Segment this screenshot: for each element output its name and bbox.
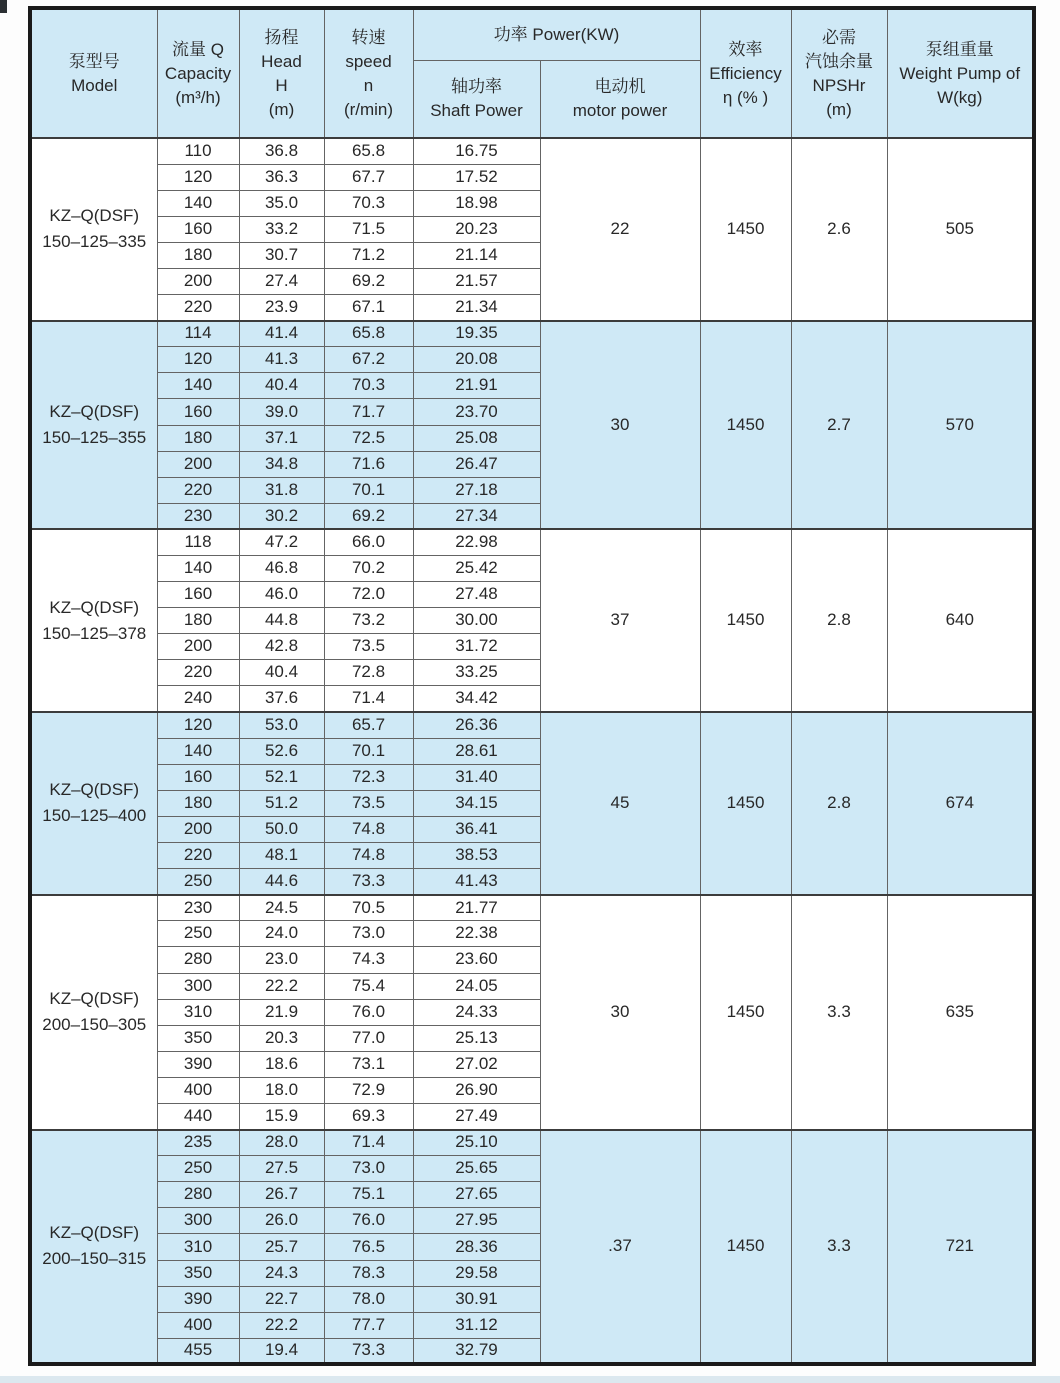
cell-head: 46.8	[239, 556, 324, 582]
header-row	[30, 8, 1034, 60]
cell-head: 36.3	[239, 164, 324, 190]
cell-capacity: 280	[157, 947, 239, 973]
cell-head: 37.1	[239, 425, 324, 451]
cell-npshr: 2.7	[791, 321, 887, 530]
cell-shaft-power: 31.40	[413, 764, 540, 790]
cell-capacity: 110	[157, 138, 239, 164]
cell-capacity: 230	[157, 895, 239, 921]
header-power	[413, 8, 700, 60]
cell-speed: 72.5	[324, 425, 413, 451]
cell-shaft-power: 36.41	[413, 816, 540, 842]
cell-head: 31.8	[239, 477, 324, 503]
cell-capacity: 220	[157, 660, 239, 686]
cell-efficiency: 1450	[700, 895, 791, 1130]
text-line: 200–150–315	[42, 1249, 147, 1269]
cell-speed: 73.3	[324, 869, 413, 895]
cell-shaft-power: 28.36	[413, 1234, 540, 1260]
cell-speed: 69.2	[324, 503, 413, 529]
text-line: 150–125–355	[42, 428, 147, 448]
cell-capacity: 160	[157, 399, 239, 425]
cell-capacity: 300	[157, 973, 239, 999]
cell-capacity: 120	[157, 712, 239, 738]
cell-efficiency: 1450	[700, 529, 791, 712]
cell-capacity: 280	[157, 1182, 239, 1208]
text-line: KZ–Q(DSF)	[49, 989, 140, 1009]
cell-speed: 70.3	[324, 373, 413, 399]
cell-speed: 73.2	[324, 608, 413, 634]
table-row	[30, 138, 1034, 164]
cell-capacity: 400	[157, 1077, 239, 1103]
cell-shaft-power: 20.23	[413, 216, 540, 242]
header-efficiency	[700, 8, 791, 138]
cell-speed: 73.5	[324, 634, 413, 660]
text-line: 泵型号	[68, 51, 120, 71]
text-line: KZ–Q(DSF)	[49, 206, 140, 226]
cell-capacity: 140	[157, 373, 239, 399]
cell-speed: 74.3	[324, 947, 413, 973]
cell-speed: 70.5	[324, 895, 413, 921]
cell-speed: 71.4	[324, 686, 413, 712]
cell-head: 18.6	[239, 1051, 324, 1077]
cell-head: 20.3	[239, 1025, 324, 1051]
cell-head: 35.0	[239, 190, 324, 216]
cell-speed: 67.2	[324, 347, 413, 373]
cell-capacity: 140	[157, 556, 239, 582]
cell-head: 40.4	[239, 373, 324, 399]
cell-capacity: 455	[157, 1338, 239, 1364]
cell-head: 22.2	[239, 973, 324, 999]
text-line: 泵组重量	[925, 39, 994, 59]
header-speed	[324, 8, 413, 138]
header-npshr	[791, 8, 887, 138]
text-line: motor power	[572, 100, 668, 120]
cell-head: 37.6	[239, 686, 324, 712]
text-line: 功率 Power(KW)	[493, 24, 620, 44]
cell-weight: 635	[887, 895, 1034, 1130]
table-header	[30, 8, 1034, 138]
cell-shaft-power: 34.42	[413, 686, 540, 712]
cell-shaft-power: 21.91	[413, 373, 540, 399]
cell-head: 22.7	[239, 1286, 324, 1312]
cell-capacity: 350	[157, 1025, 239, 1051]
cell-speed: 76.0	[324, 999, 413, 1025]
cell-speed: 71.4	[324, 1130, 413, 1156]
cell-speed: 65.7	[324, 712, 413, 738]
cell-capacity: 400	[157, 1312, 239, 1338]
cell-speed: 72.0	[324, 582, 413, 608]
cell-capacity: 180	[157, 790, 239, 816]
text-line: KZ–Q(DSF)	[49, 597, 140, 617]
cell-speed: 69.2	[324, 268, 413, 294]
cell-speed: 70.2	[324, 556, 413, 582]
cell-head: 25.7	[239, 1234, 324, 1260]
cell-capacity: 350	[157, 1260, 239, 1286]
cell-model	[30, 529, 157, 712]
cell-shaft-power: 26.36	[413, 712, 540, 738]
text-line: 150–125–378	[42, 623, 147, 643]
cell-head: 26.7	[239, 1182, 324, 1208]
cell-weight: 674	[887, 712, 1034, 895]
cell-efficiency: 1450	[700, 321, 791, 530]
cell-head: 15.9	[239, 1103, 324, 1129]
cell-capacity: 220	[157, 843, 239, 869]
cell-shaft-power: 27.48	[413, 582, 540, 608]
cell-motor-power: 30	[540, 895, 700, 1130]
cell-capacity: 180	[157, 608, 239, 634]
cell-head: 33.2	[239, 216, 324, 242]
text-line: 扬程	[264, 27, 299, 47]
cell-head: 23.0	[239, 947, 324, 973]
cell-npshr: 2.6	[791, 138, 887, 321]
text-line: 汽蚀余量	[805, 51, 873, 71]
cell-speed: 69.3	[324, 1103, 413, 1129]
cell-speed: 67.1	[324, 295, 413, 321]
cell-speed: 70.1	[324, 477, 413, 503]
cell-shaft-power: 33.25	[413, 660, 540, 686]
cell-capacity: 118	[157, 529, 239, 555]
cell-speed: 74.8	[324, 816, 413, 842]
text-line: Head	[261, 51, 302, 71]
header-shaft-power	[413, 60, 540, 138]
cell-head: 30.7	[239, 242, 324, 268]
cell-head: 44.6	[239, 869, 324, 895]
text-line: 必需	[822, 27, 856, 47]
cell-shaft-power: 26.90	[413, 1077, 540, 1103]
header-weight	[887, 8, 1034, 138]
cell-head: 22.2	[239, 1312, 324, 1338]
cell-head: 47.2	[239, 529, 324, 555]
cell-shaft-power: 21.34	[413, 295, 540, 321]
cell-motor-power: 45	[540, 712, 700, 895]
cell-shaft-power: 30.00	[413, 608, 540, 634]
cell-shaft-power: 27.49	[413, 1103, 540, 1129]
cell-capacity: 235	[157, 1130, 239, 1156]
cell-head: 30.2	[239, 503, 324, 529]
cell-shaft-power: 25.65	[413, 1156, 540, 1182]
cell-head: 51.2	[239, 790, 324, 816]
cell-shaft-power: 30.91	[413, 1286, 540, 1312]
text-line: W(kg)	[937, 87, 983, 107]
text-line: speed	[345, 51, 392, 71]
cell-head: 27.5	[239, 1156, 324, 1182]
cell-shaft-power: 23.70	[413, 399, 540, 425]
cell-weight: 640	[887, 529, 1034, 712]
cell-capacity: 160	[157, 764, 239, 790]
cell-motor-power: 22	[540, 138, 700, 321]
cell-head: 48.1	[239, 843, 324, 869]
cell-head: 36.8	[239, 138, 324, 164]
cell-head: 44.8	[239, 608, 324, 634]
text-line: (m³/h)	[175, 87, 221, 107]
cell-capacity: 114	[157, 321, 239, 347]
cell-capacity: 220	[157, 295, 239, 321]
cell-speed: 73.5	[324, 790, 413, 816]
header-motor-power	[540, 60, 700, 138]
cell-npshr: 3.3	[791, 1130, 887, 1365]
cell-shaft-power: 16.75	[413, 138, 540, 164]
cell-speed: 73.0	[324, 921, 413, 947]
cell-shaft-power: 21.14	[413, 242, 540, 268]
cell-head: 41.4	[239, 321, 324, 347]
cell-shaft-power: 25.42	[413, 556, 540, 582]
cell-head: 52.6	[239, 738, 324, 764]
cell-shaft-power: 25.08	[413, 425, 540, 451]
cell-model	[30, 712, 157, 895]
cell-efficiency: 1450	[700, 1130, 791, 1365]
cell-shaft-power: 22.38	[413, 921, 540, 947]
cell-motor-power: 30	[540, 321, 700, 530]
cell-capacity: 140	[157, 738, 239, 764]
cell-capacity: 160	[157, 216, 239, 242]
cell-shaft-power: 27.95	[413, 1208, 540, 1234]
cell-capacity: 180	[157, 425, 239, 451]
cell-capacity: 300	[157, 1208, 239, 1234]
text-line: (r/min)	[343, 99, 394, 119]
cell-model	[30, 895, 157, 1130]
cell-shaft-power: 31.72	[413, 634, 540, 660]
cell-shaft-power: 34.15	[413, 790, 540, 816]
cell-shaft-power: 19.35	[413, 321, 540, 347]
cell-head: 23.9	[239, 295, 324, 321]
cell-capacity: 250	[157, 921, 239, 947]
pump-spec-table	[28, 6, 1036, 1366]
text-line: Shaft Power	[430, 100, 523, 120]
text-line: 200–150–305	[42, 1015, 147, 1035]
cell-npshr: 2.8	[791, 712, 887, 895]
cell-capacity: 390	[157, 1286, 239, 1312]
cell-capacity: 240	[157, 686, 239, 712]
text-line: H	[275, 75, 288, 95]
cell-speed: 70.3	[324, 190, 413, 216]
cell-shaft-power: 41.43	[413, 869, 540, 895]
cell-capacity: 120	[157, 347, 239, 373]
text-line: 150–125–335	[42, 232, 147, 252]
header-model	[30, 8, 157, 138]
text-line: KZ–Q(DSF)	[49, 1223, 140, 1243]
text-line: 转速	[351, 27, 386, 47]
cell-capacity: 120	[157, 164, 239, 190]
text-line: Weight Pump of	[899, 63, 1021, 83]
cell-speed: 65.8	[324, 321, 413, 347]
cell-speed: 70.1	[324, 738, 413, 764]
cell-head: 34.8	[239, 451, 324, 477]
cell-speed: 71.7	[324, 399, 413, 425]
cell-capacity: 200	[157, 634, 239, 660]
cell-shaft-power: 26.47	[413, 451, 540, 477]
cell-head: 50.0	[239, 816, 324, 842]
cell-shaft-power: 31.12	[413, 1312, 540, 1338]
cell-efficiency: 1450	[700, 138, 791, 321]
cell-speed: 77.0	[324, 1025, 413, 1051]
cell-shaft-power: 18.98	[413, 190, 540, 216]
cell-speed: 71.5	[324, 216, 413, 242]
cell-capacity: 220	[157, 477, 239, 503]
text-line: KZ–Q(DSF)	[49, 780, 140, 800]
header-capacity	[157, 8, 239, 138]
table-row	[30, 712, 1034, 738]
text-line: NPSHr	[812, 75, 866, 95]
cell-speed: 73.0	[324, 1156, 413, 1182]
cell-head: 42.8	[239, 634, 324, 660]
cell-capacity: 390	[157, 1051, 239, 1077]
cell-speed: 76.5	[324, 1234, 413, 1260]
cell-npshr: 2.8	[791, 529, 887, 712]
text-line: Model	[71, 75, 118, 95]
cell-shaft-power: 27.34	[413, 503, 540, 529]
text-line: 电动机	[594, 76, 646, 96]
cell-shaft-power: 22.98	[413, 529, 540, 555]
cell-shaft-power: 38.53	[413, 843, 540, 869]
cell-head: 41.3	[239, 347, 324, 373]
cell-capacity: 310	[157, 1234, 239, 1260]
cell-speed: 75.1	[324, 1182, 413, 1208]
cell-head: 52.1	[239, 764, 324, 790]
cell-speed: 74.8	[324, 843, 413, 869]
cell-capacity: 440	[157, 1103, 239, 1129]
cell-capacity: 160	[157, 582, 239, 608]
cell-shaft-power: 17.52	[413, 164, 540, 190]
cell-capacity: 200	[157, 268, 239, 294]
cell-head: 53.0	[239, 712, 324, 738]
cell-motor-power: 37	[540, 529, 700, 712]
cell-speed: 73.1	[324, 1051, 413, 1077]
cell-speed: 67.7	[324, 164, 413, 190]
cell-capacity: 200	[157, 451, 239, 477]
cell-model	[30, 1130, 157, 1365]
cell-model	[30, 138, 157, 321]
cell-shaft-power: 27.65	[413, 1182, 540, 1208]
cell-shaft-power: 27.02	[413, 1051, 540, 1077]
text-line: η (% )	[722, 87, 769, 107]
footer-strip	[0, 1376, 1060, 1383]
text-line: (m)	[268, 99, 295, 119]
cell-speed: 78.3	[324, 1260, 413, 1286]
cell-head: 39.0	[239, 399, 324, 425]
text-line: 效率	[728, 39, 763, 59]
text-line: n	[363, 75, 374, 95]
cell-shaft-power: 20.08	[413, 347, 540, 373]
cell-capacity: 250	[157, 1156, 239, 1182]
cell-shaft-power: 28.61	[413, 738, 540, 764]
cell-head: 24.0	[239, 921, 324, 947]
cell-shaft-power: 32.79	[413, 1338, 540, 1364]
table-row	[30, 1130, 1034, 1156]
cell-speed: 66.0	[324, 529, 413, 555]
cell-capacity: 250	[157, 869, 239, 895]
cell-capacity: 180	[157, 242, 239, 268]
cell-head: 27.4	[239, 268, 324, 294]
cell-weight: 505	[887, 138, 1034, 321]
cell-head: 46.0	[239, 582, 324, 608]
cell-speed: 77.7	[324, 1312, 413, 1338]
cell-speed: 78.0	[324, 1286, 413, 1312]
cell-shaft-power: 23.60	[413, 947, 540, 973]
cell-head: 21.9	[239, 999, 324, 1025]
table-row	[30, 895, 1034, 921]
table-row	[30, 321, 1034, 347]
cell-shaft-power: 27.18	[413, 477, 540, 503]
cell-model	[30, 321, 157, 530]
photo-artifact	[0, 0, 7, 13]
text-line: 流量 Q	[172, 39, 224, 59]
cell-speed: 71.6	[324, 451, 413, 477]
cell-speed: 71.2	[324, 242, 413, 268]
cell-speed: 65.8	[324, 138, 413, 164]
text-line: Capacity	[164, 63, 232, 83]
text-line: KZ–Q(DSF)	[49, 402, 140, 422]
cell-head: 24.3	[239, 1260, 324, 1286]
cell-head: 28.0	[239, 1130, 324, 1156]
cell-speed: 76.0	[324, 1208, 413, 1234]
cell-head: 19.4	[239, 1338, 324, 1364]
cell-npshr: 3.3	[791, 895, 887, 1130]
text-line: (m)	[826, 99, 852, 119]
cell-head: 18.0	[239, 1077, 324, 1103]
table-body	[30, 138, 1034, 1364]
cell-head: 24.5	[239, 895, 324, 921]
cell-weight: 721	[887, 1130, 1034, 1365]
cell-shaft-power: 21.57	[413, 268, 540, 294]
cell-capacity: 230	[157, 503, 239, 529]
cell-shaft-power: 25.10	[413, 1130, 540, 1156]
cell-speed: 72.8	[324, 660, 413, 686]
cell-shaft-power: 24.05	[413, 973, 540, 999]
cell-weight: 570	[887, 321, 1034, 530]
cell-head: 40.4	[239, 660, 324, 686]
cell-capacity: 140	[157, 190, 239, 216]
table-row	[30, 529, 1034, 555]
cell-shaft-power: 24.33	[413, 999, 540, 1025]
cell-shaft-power: 29.58	[413, 1260, 540, 1286]
text-line: Efficiency	[709, 63, 782, 83]
cell-motor-power: .37	[540, 1130, 700, 1365]
cell-shaft-power: 25.13	[413, 1025, 540, 1051]
header-head	[239, 8, 324, 138]
cell-head: 26.0	[239, 1208, 324, 1234]
text-line: 轴功率	[451, 76, 502, 96]
text-line: 150–125–400	[42, 806, 147, 826]
cell-capacity: 200	[157, 816, 239, 842]
cell-speed: 75.4	[324, 973, 413, 999]
cell-shaft-power: 21.77	[413, 895, 540, 921]
cell-speed: 72.9	[324, 1077, 413, 1103]
cell-speed: 72.3	[324, 764, 413, 790]
cell-speed: 73.3	[324, 1338, 413, 1364]
cell-efficiency: 1450	[700, 712, 791, 895]
cell-capacity: 310	[157, 999, 239, 1025]
